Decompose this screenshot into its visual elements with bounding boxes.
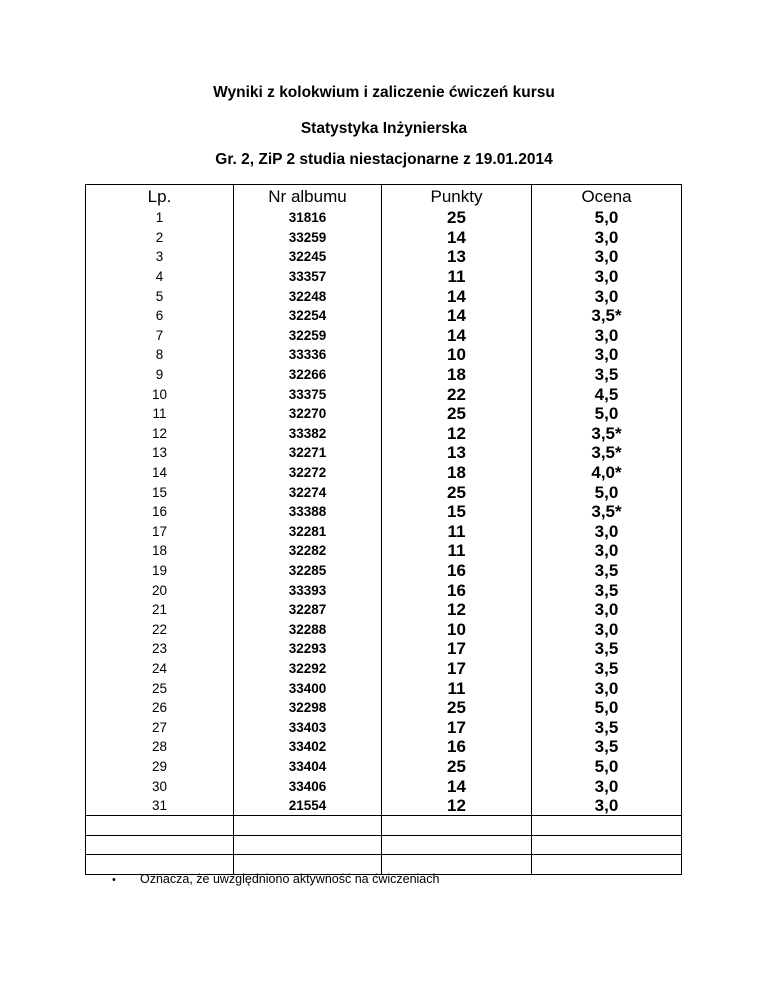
cell-lp: 2 — [86, 228, 234, 248]
cell-lp: 15 — [86, 482, 234, 502]
cell-album-number: 33336 — [234, 345, 382, 365]
cell-lp: 29 — [86, 757, 234, 777]
cell-album-number: 32259 — [234, 326, 382, 346]
group-info: Gr. 2, ZiP 2 studia niestacjonarne z 19.01.2014 — [215, 151, 553, 168]
table-row — [86, 580, 682, 600]
cell-grade: 3,0 — [532, 600, 682, 620]
table-row — [86, 404, 682, 424]
cell-lp: 9 — [86, 365, 234, 385]
cell-points: 14 — [382, 306, 532, 326]
table-row — [86, 522, 682, 542]
table-row — [86, 247, 682, 267]
cell-points: 16 — [382, 737, 532, 757]
empty-cell — [532, 816, 682, 836]
cell-album-number: 33259 — [234, 228, 382, 248]
cell-points: 25 — [382, 698, 532, 718]
cell-album-number: 32245 — [234, 247, 382, 267]
cell-lp: 8 — [86, 345, 234, 365]
column-header-points: Punkty — [382, 185, 532, 209]
column-header-grade: Ocena — [532, 185, 682, 209]
cell-lp: 19 — [86, 561, 234, 581]
cell-grade: 5,0 — [532, 404, 682, 424]
table-row — [86, 541, 682, 561]
table-row — [86, 678, 682, 698]
cell-lp: 26 — [86, 698, 234, 718]
empty-cell — [532, 855, 682, 875]
cell-album-number: 32292 — [234, 659, 382, 679]
cell-album-number: 32298 — [234, 698, 382, 718]
empty-cell — [234, 835, 382, 855]
table-row — [86, 286, 682, 306]
cell-points: 25 — [382, 757, 532, 777]
course-name: Statystyka Inżynierska — [300, 120, 468, 137]
cell-grade: 3,0 — [532, 267, 682, 287]
cell-grade: 3,5 — [532, 639, 682, 659]
cell-lp: 3 — [86, 247, 234, 267]
cell-points: 17 — [382, 639, 532, 659]
cell-lp: 11 — [86, 404, 234, 424]
empty-cell — [86, 816, 234, 836]
cell-points: 17 — [382, 717, 532, 737]
table-row — [86, 365, 682, 385]
cell-album-number: 32288 — [234, 619, 382, 639]
cell-grade: 3,5 — [532, 717, 682, 737]
cell-points: 12 — [382, 600, 532, 620]
empty-row — [86, 835, 682, 855]
table-row — [86, 561, 682, 581]
cell-lp: 16 — [86, 502, 234, 522]
cell-lp: 13 — [86, 443, 234, 463]
cell-grade: 3,5 — [532, 659, 682, 679]
cell-album-number: 33382 — [234, 424, 382, 444]
cell-album-number: 32248 — [234, 286, 382, 306]
cell-grade: 4,0* — [532, 463, 682, 483]
cell-album-number: 33388 — [234, 502, 382, 522]
table-row — [86, 228, 682, 248]
results-table — [85, 184, 682, 875]
empty-cell — [382, 816, 532, 836]
cell-grade: 3,0 — [532, 286, 682, 306]
table-row — [86, 424, 682, 444]
cell-grade: 3,5 — [532, 561, 682, 581]
cell-album-number: 32266 — [234, 365, 382, 385]
cell-lp: 23 — [86, 639, 234, 659]
cell-album-number: 33404 — [234, 757, 382, 777]
cell-lp: 31 — [86, 796, 234, 816]
cell-lp: 25 — [86, 678, 234, 698]
cell-grade: 3,0 — [532, 796, 682, 816]
cell-album-number: 33406 — [234, 776, 382, 796]
cell-grade: 3,0 — [532, 345, 682, 365]
table-row — [86, 717, 682, 737]
cell-lp: 24 — [86, 659, 234, 679]
cell-lp: 12 — [86, 424, 234, 444]
footnote-text: Oznacza, że uwzględniono aktywność na ćwiczeniach — [140, 872, 440, 886]
cell-album-number: 32285 — [234, 561, 382, 581]
cell-grade: 3,0 — [532, 228, 682, 248]
cell-album-number: 33402 — [234, 737, 382, 757]
empty-cell — [86, 835, 234, 855]
table-row — [86, 737, 682, 757]
cell-lp: 17 — [86, 522, 234, 542]
cell-album-number: 33400 — [234, 678, 382, 698]
cell-lp: 7 — [86, 326, 234, 346]
cell-points: 17 — [382, 659, 532, 679]
cell-lp: 5 — [86, 286, 234, 306]
cell-grade: 5,0 — [532, 757, 682, 777]
document-title: Wyniki z kolokwium i zaliczenie ćwiczeń kursu — [213, 84, 555, 101]
cell-lp: 30 — [86, 776, 234, 796]
table-row — [86, 384, 682, 404]
cell-album-number: 32287 — [234, 600, 382, 620]
table-row — [86, 482, 682, 502]
cell-grade: 4,5 — [532, 384, 682, 404]
cell-grade: 5,0 — [532, 208, 682, 228]
cell-points: 18 — [382, 365, 532, 385]
cell-grade: 3,5 — [532, 365, 682, 385]
cell-points: 13 — [382, 443, 532, 463]
table-row — [86, 502, 682, 522]
cell-lp: 14 — [86, 463, 234, 483]
table-row — [86, 463, 682, 483]
cell-points: 25 — [382, 208, 532, 228]
cell-points: 10 — [382, 345, 532, 365]
cell-points: 11 — [382, 541, 532, 561]
cell-grade: 5,0 — [532, 698, 682, 718]
cell-points: 14 — [382, 286, 532, 306]
cell-points: 14 — [382, 228, 532, 248]
cell-album-number: 32293 — [234, 639, 382, 659]
cell-lp: 10 — [86, 384, 234, 404]
cell-points: 16 — [382, 561, 532, 581]
cell-lp: 21 — [86, 600, 234, 620]
cell-lp: 22 — [86, 619, 234, 639]
cell-points: 12 — [382, 796, 532, 816]
cell-album-number: 33393 — [234, 580, 382, 600]
cell-album-number: 32282 — [234, 541, 382, 561]
cell-album-number: 32274 — [234, 482, 382, 502]
cell-points: 18 — [382, 463, 532, 483]
cell-grade: 3,5 — [532, 580, 682, 600]
cell-points: 25 — [382, 482, 532, 502]
cell-lp: 20 — [86, 580, 234, 600]
cell-album-number: 21554 — [234, 796, 382, 816]
cell-points: 14 — [382, 326, 532, 346]
table-row — [86, 326, 682, 346]
cell-lp: 28 — [86, 737, 234, 757]
cell-grade: 3,5* — [532, 424, 682, 444]
cell-album-number: 33403 — [234, 717, 382, 737]
footnote — [112, 872, 439, 886]
cell-grade: 3,0 — [532, 776, 682, 796]
table-row — [86, 345, 682, 365]
table-header-row — [86, 185, 682, 209]
cell-lp: 18 — [86, 541, 234, 561]
cell-grade: 3,5* — [532, 502, 682, 522]
cell-points: 11 — [382, 267, 532, 287]
cell-grade: 5,0 — [532, 482, 682, 502]
cell-points: 11 — [382, 678, 532, 698]
cell-album-number: 32271 — [234, 443, 382, 463]
cell-lp: 1 — [86, 208, 234, 228]
bullet-icon: • — [112, 874, 116, 886]
cell-grade: 3,5* — [532, 443, 682, 463]
table-row — [86, 443, 682, 463]
cell-grade: 3,0 — [532, 522, 682, 542]
table-row — [86, 306, 682, 326]
cell-grade: 3,0 — [532, 619, 682, 639]
cell-points: 22 — [382, 384, 532, 404]
cell-grade: 3,0 — [532, 678, 682, 698]
cell-grade: 3,0 — [532, 247, 682, 267]
cell-points: 13 — [382, 247, 532, 267]
table-row — [86, 267, 682, 287]
cell-points: 16 — [382, 580, 532, 600]
cell-points: 12 — [382, 424, 532, 444]
cell-grade: 3,0 — [532, 541, 682, 561]
table-row — [86, 619, 682, 639]
cell-album-number: 32281 — [234, 522, 382, 542]
table-row — [86, 600, 682, 620]
cell-points: 14 — [382, 776, 532, 796]
cell-points: 11 — [382, 522, 532, 542]
table-row — [86, 796, 682, 816]
table-row — [86, 639, 682, 659]
table-row — [86, 776, 682, 796]
cell-points: 25 — [382, 404, 532, 424]
cell-album-number: 33375 — [234, 384, 382, 404]
cell-lp: 4 — [86, 267, 234, 287]
column-header-album: Nr albumu — [234, 185, 382, 209]
cell-points: 10 — [382, 619, 532, 639]
cell-grade: 3,5* — [532, 306, 682, 326]
table-row — [86, 208, 682, 228]
cell-album-number: 32254 — [234, 306, 382, 326]
table-row — [86, 698, 682, 718]
cell-grade: 3,0 — [532, 326, 682, 346]
cell-lp: 27 — [86, 717, 234, 737]
empty-row — [86, 816, 682, 836]
cell-album-number: 31816 — [234, 208, 382, 228]
cell-album-number: 32272 — [234, 463, 382, 483]
table-row — [86, 659, 682, 679]
cell-grade: 3,5 — [532, 737, 682, 757]
cell-points: 15 — [382, 502, 532, 522]
empty-cell — [382, 835, 532, 855]
cell-album-number: 33357 — [234, 267, 382, 287]
cell-album-number: 32270 — [234, 404, 382, 424]
table-row — [86, 757, 682, 777]
empty-cell — [532, 835, 682, 855]
cell-lp: 6 — [86, 306, 234, 326]
empty-cell — [234, 816, 382, 836]
column-header-lp: Lp. — [86, 185, 234, 209]
